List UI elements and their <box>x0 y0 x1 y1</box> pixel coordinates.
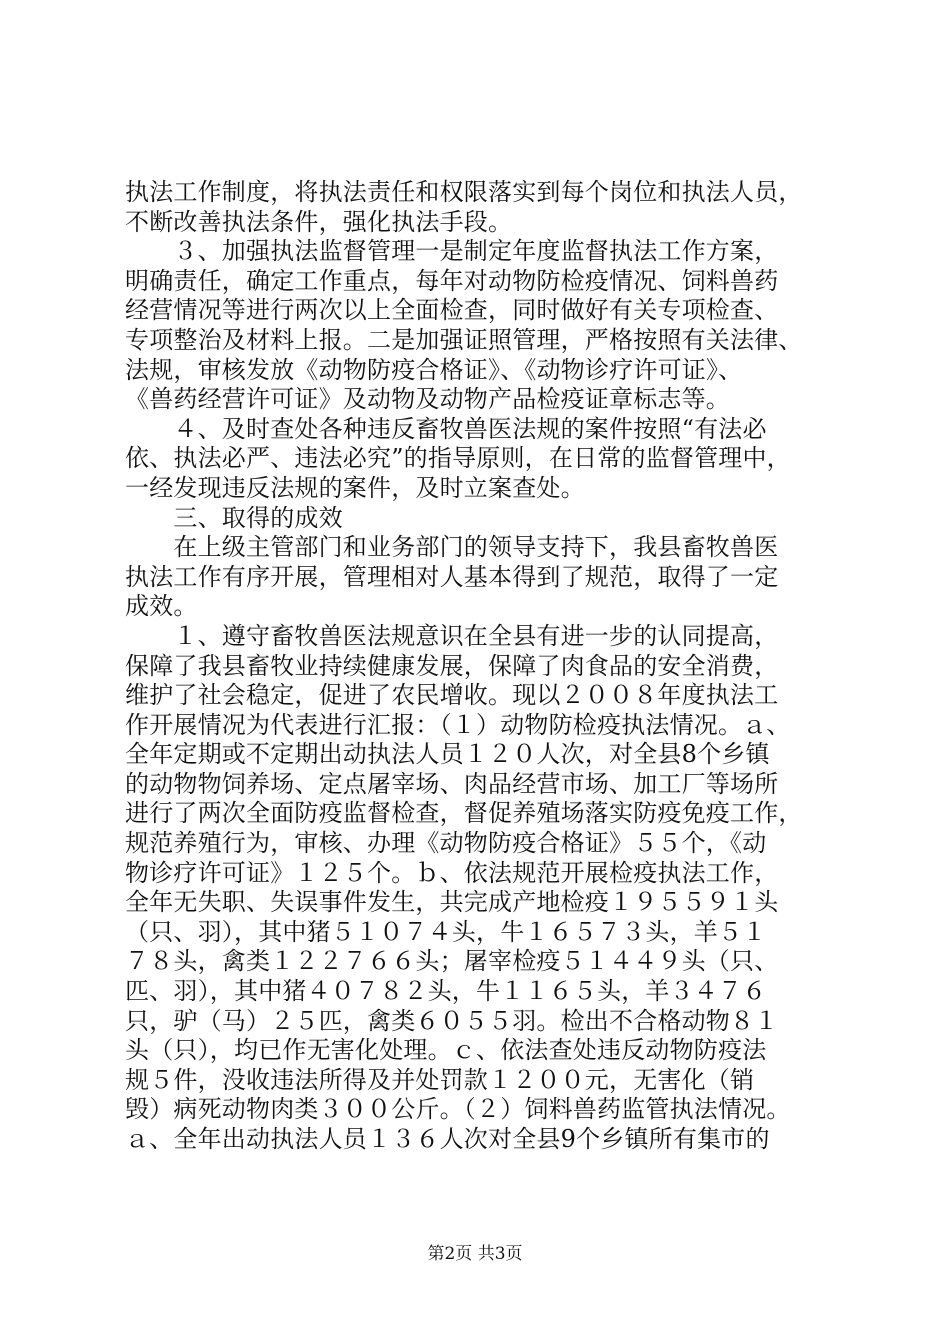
text-line: 专项整治及材料上报。二是加强证照管理，严格按照有关法律、 <box>125 325 803 354</box>
text-line: 进行了两次全面防疫监督检查，督促养殖场落实防疫免疫工作， <box>125 799 803 828</box>
text-line: 保障了我县畜牧业持续健康发展，保障了肉食品的安全消费， <box>125 651 779 680</box>
text-line: 规５件，没收违法所得及并处罚款１２００元，无害化（销 <box>125 1065 755 1094</box>
text-line: 全年定期或不定期出动执法人员１２０人次，对全县8个乡镇 <box>125 740 770 769</box>
text-line: 《兽药经营许可证》及动物及动物产品检疫证章标志等。 <box>125 385 730 414</box>
text-line: 一经发现违反法规的案件，及时立案查处。 <box>125 473 585 502</box>
text-line: 只，驴（马）２５匹，禽类６０５５羽。检出不合格动物８１ <box>125 1006 779 1035</box>
page-footer: 第2页 共3页 <box>427 1244 523 1264</box>
text-line: ａ、全年出动执法人员１３６人次对全县9个乡镇所有集市的 <box>125 1125 770 1153</box>
text-line: 经营情况等进行两次以上全面检查，同时做好有关专项检查、 <box>125 296 779 325</box>
text-line: 毁）病死动物肉类３００公斤。（２）饲料兽药监管执法情况。 <box>125 1095 791 1124</box>
text-line: ４、及时查处各种违反畜牧兽医法规的案件按照“有法必 <box>125 414 767 443</box>
text-line: （只、羽），其中猪５１０７４头，牛１６５７３头，羊５１ <box>125 917 767 946</box>
text-line: 在上级主管部门和业务部门的领导支持下，我县畜牧兽医 <box>125 533 779 562</box>
text-line: 作开展情况为代表进行汇报：（１）动物防检疫执法情况。ａ、 <box>125 710 791 739</box>
text-line: 执法工作有序开展，管理相对人基本得到了规范，取得了一定 <box>125 562 779 591</box>
text-line: 匹、羽），其中猪４０７８２头，牛１１６５头，羊３４７６ <box>125 977 767 1006</box>
text-line: 成效。 <box>125 592 198 621</box>
text-line: 头（只），均已作无害化处理。ｃ、依法查处违反动物防疫法 <box>125 1036 767 1065</box>
text-line: 明确责任，确定工作重点，每年对动物防检疫情况、饲料兽药 <box>125 266 779 295</box>
text-line: 法规，审核发放《动物防疫合格证》、《动物诊疗许可证》、 <box>125 355 743 384</box>
text-line: 依、执法必严、违法必究”的指导原则，在日常的监督管理中， <box>125 444 791 473</box>
text-line: 维护了社会稳定，促进了农民增收。现以２００８年度执法工 <box>125 681 779 710</box>
text-line: 执法工作制度，将执法责任和权限落实到每个岗位和执法人员， <box>125 178 803 206</box>
text-line: １、遵守畜牧兽医法规意识在全县有进一步的认同提高， <box>125 621 779 650</box>
text-line: 物诊疗许可证》１２５个。ｂ、依法规范开展检疫执法工作， <box>125 858 779 887</box>
text-line: 不断改善执法条件，强化执法手段。 <box>125 207 513 236</box>
text-line: 规范养殖行为，审核、办理《动物防疫合格证》５５个，《动 <box>125 829 767 858</box>
text-line: 的动物物饲养场、定点屠宰场、肉品经营市场、加工厂等场所 <box>125 769 779 798</box>
text-line: 三、取得的成效 <box>125 503 343 532</box>
text-line: 全年无失职、失误事件发生，共完成产地检疫１９５５９１头 <box>125 888 779 917</box>
text-line: ３、加强执法监督管理一是制定年度监督执法工作方案， <box>125 237 779 266</box>
text-line: ７８头，禽类１２２７６６头；屠宰检疫５１４４９头（只、 <box>125 947 779 976</box>
body-text <box>125 178 835 1155</box>
